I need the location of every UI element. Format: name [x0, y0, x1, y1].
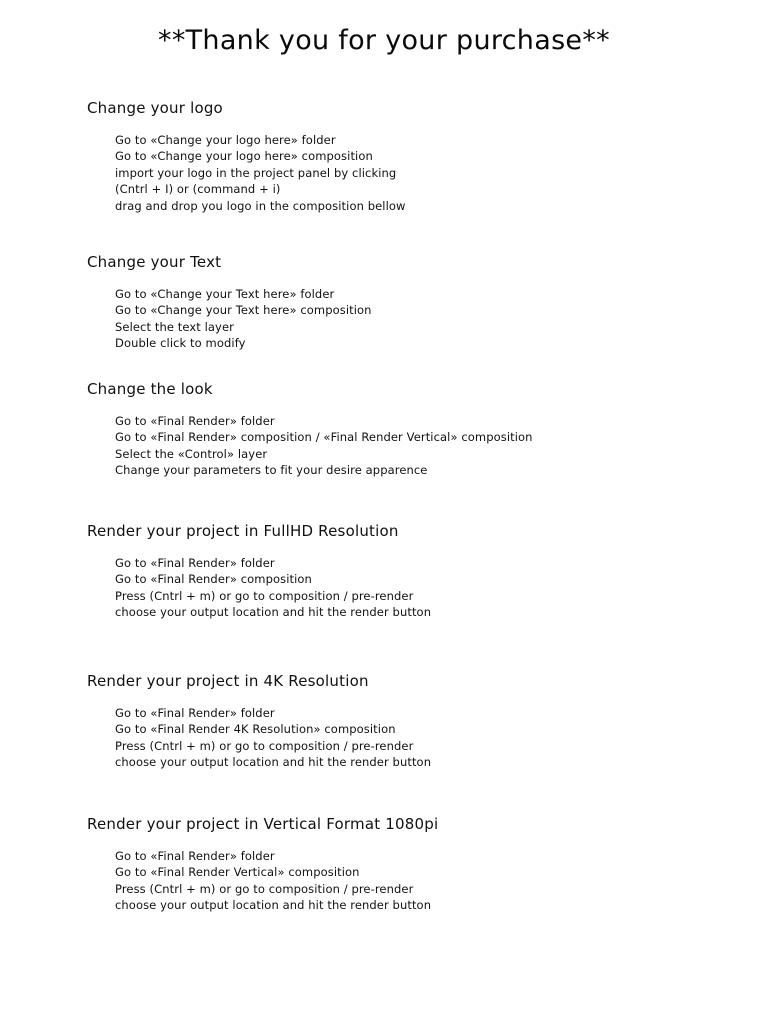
section-heading: Render your project in Vertical Format 1080pi — [87, 815, 439, 833]
steps-list — [115, 413, 533, 479]
step-item: Go to «Final Render 4K Resolution» composition — [115, 722, 396, 737]
step-item: Go to «Final Render» composition — [115, 572, 312, 587]
section-heading: Render your project in FullHD Resolution — [87, 522, 399, 540]
step-item: Press (Cntrl + m) or go to composition / pre-render — [115, 588, 414, 603]
steps-list — [115, 286, 372, 352]
step-item: Select the «Control» layer — [115, 446, 268, 461]
step-item: drag and drop you logo in the composition bellow — [115, 198, 406, 213]
step-item: Go to «Change your Text here» composition — [115, 303, 372, 318]
step-item: Go to «Final Render» composition / «Final Render Vertical» composition — [115, 430, 533, 445]
steps-list — [115, 132, 406, 214]
step-item: choose your output location and hit the render button — [115, 898, 432, 913]
step-item: import your logo in the project panel by clicking — [115, 165, 397, 180]
step-item: Go to «Final Render» folder — [115, 556, 275, 570]
step-item: Go to «Change your logo here» folder — [115, 133, 336, 147]
section-heading: Render your project in 4K Resolution — [87, 672, 369, 690]
step-item: Go to «Final Render» folder — [115, 706, 275, 720]
page-title: **Thank you for your purchase** — [158, 25, 610, 56]
step-item: Go to «Final Render» folder — [115, 849, 275, 863]
step-item: Go to «Final Render Vertical» composition — [115, 865, 360, 880]
steps-list — [115, 848, 431, 914]
step-item: choose your output location and hit the render button — [115, 605, 432, 620]
step-item: Select the text layer — [115, 319, 234, 334]
section-heading: Change the look — [87, 380, 213, 398]
step-item: Press (Cntrl + m) or go to composition / pre-render — [115, 881, 414, 896]
section-heading: Change your Text — [87, 253, 222, 271]
steps-list — [115, 555, 431, 621]
steps-list — [115, 705, 431, 771]
step-item: choose your output location and hit the render button — [115, 755, 432, 770]
step-item: Double click to modify — [115, 336, 246, 351]
step-item: Go to «Final Render» folder — [115, 414, 275, 428]
step-item: Go to «Change your Text here» folder — [115, 287, 335, 301]
step-item: Change your parameters to fit your desire apparence — [115, 463, 428, 478]
section-heading: Change your logo — [87, 99, 223, 117]
step-item: Press (Cntrl + m) or go to composition / pre-render — [115, 738, 414, 753]
step-item: (Cntrl + I) or (command + i) — [115, 182, 281, 197]
step-item: Go to «Change your logo here» composition — [115, 149, 373, 164]
